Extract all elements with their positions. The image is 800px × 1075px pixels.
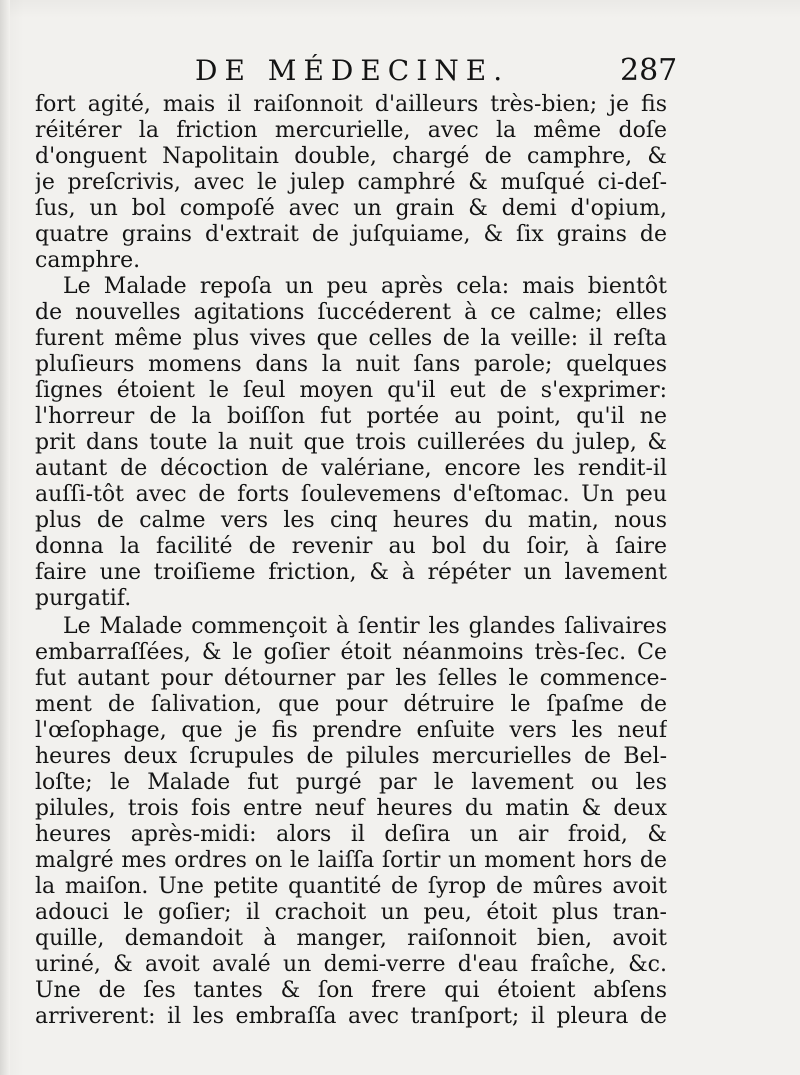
text-line: fut autant pour détourner par les ſelles le commence- xyxy=(35,666,667,691)
text-line: prit dans toute la nuit que trois cuillerées du julep, & xyxy=(35,430,667,455)
text-line: je preſcrivis, avec le julep camphré & muſqué ci-deſ- xyxy=(35,170,667,195)
text-line: la maiſon. Une petite quantité de ſyrop de mûres avoit xyxy=(35,874,667,899)
text-line: furent même plus vives que celles de la veille: il reſta xyxy=(35,326,667,351)
text-line: pilules, trois fois entre neuf heures du matin & deux xyxy=(35,796,667,821)
body-text xyxy=(35,92,667,1030)
text-line: plus de calme vers les cinq heures du matin, nous xyxy=(35,508,667,533)
text-line: malgré mes ordres on le laiſſa ſortir un moment hors de xyxy=(35,848,667,873)
page-header xyxy=(0,46,800,86)
text-line: heures après-midi: alors il deſira un air froid, & xyxy=(35,822,667,847)
text-line: embarraſſées, & le goſier étoit néanmoins très-ſec. Ce xyxy=(35,640,667,665)
text-line: Le Malade repoſa un peu après cela: mais bientôt xyxy=(63,274,667,299)
page-gutter-shadow xyxy=(0,0,10,1075)
text-line: Une de ſes tantes & ſon frere qui étoient abſens xyxy=(35,978,667,1003)
text-line: Le Malade commençoit à ſentir les glandes ſalivaires xyxy=(63,614,667,639)
text-line: quatre grains d'extrait de juſquiame, & ſix grains de xyxy=(35,222,667,247)
text-line: loſte; le Malade fut purgé par le lavement ou les xyxy=(35,770,667,795)
text-line: fort agité, mais il raiſonnoit d'ailleurs très-bien; je fis xyxy=(35,92,667,117)
text-line: l'œſophage, que je fis prendre enſuite vers les neuf xyxy=(35,718,667,743)
text-line: purgatif. xyxy=(35,586,132,611)
text-line: autant de décoction de valériane, encore les rendit-il xyxy=(35,456,667,481)
page-number: 287 xyxy=(620,53,678,88)
text-line: quille, demandoit à manger, raiſonnoit bien, avoit xyxy=(35,926,667,951)
text-line: de nouvelles agitations ſuccéderent à ce calme; elles xyxy=(35,300,667,325)
text-line: donna la facilité de revenir au bol du ſoir, à ſaire xyxy=(35,534,667,559)
text-line: arriverent: il les embraſſa avec tranſport; il pleura de xyxy=(35,1004,667,1029)
text-line: uriné, & avoit avalé un demi-verre d'eau fraîche, &c. xyxy=(35,952,667,977)
text-line: faire une troiſieme friction, & à répéter un lavement xyxy=(35,560,667,585)
text-line: ſus, un bol compoſé avec un grain & demi d'opium, xyxy=(35,196,667,221)
text-line: réitérer la friction mercurielle, avec la même doſe xyxy=(35,118,667,143)
text-line: ment de ſalivation, que pour détruire le ſpaſme de xyxy=(35,692,667,717)
text-line: ſignes étoient le ſeul moyen qu'il eut de s'exprimer: xyxy=(35,378,667,403)
text-line: auſſi-tôt avec de forts ſoulevemens d'eſtomac. Un peu xyxy=(35,482,667,507)
text-line: l'horreur de la boiſſon fut portée au point, qu'il ne xyxy=(35,404,667,429)
text-line: d'onguent Napolitain double, chargé de camphre, & xyxy=(35,144,667,169)
running-title: DE MÉDECINE. xyxy=(195,54,510,87)
text-line: pluſieurs momens dans la nuit ſans parole; quelques xyxy=(35,352,667,377)
text-line: camphre. xyxy=(35,248,141,273)
text-line: heures deux ſcrupules de pilules mercurielles de Bel- xyxy=(35,744,667,769)
text-line: adouci le goſier; il crachoit un peu, étoit plus tran- xyxy=(35,900,667,925)
